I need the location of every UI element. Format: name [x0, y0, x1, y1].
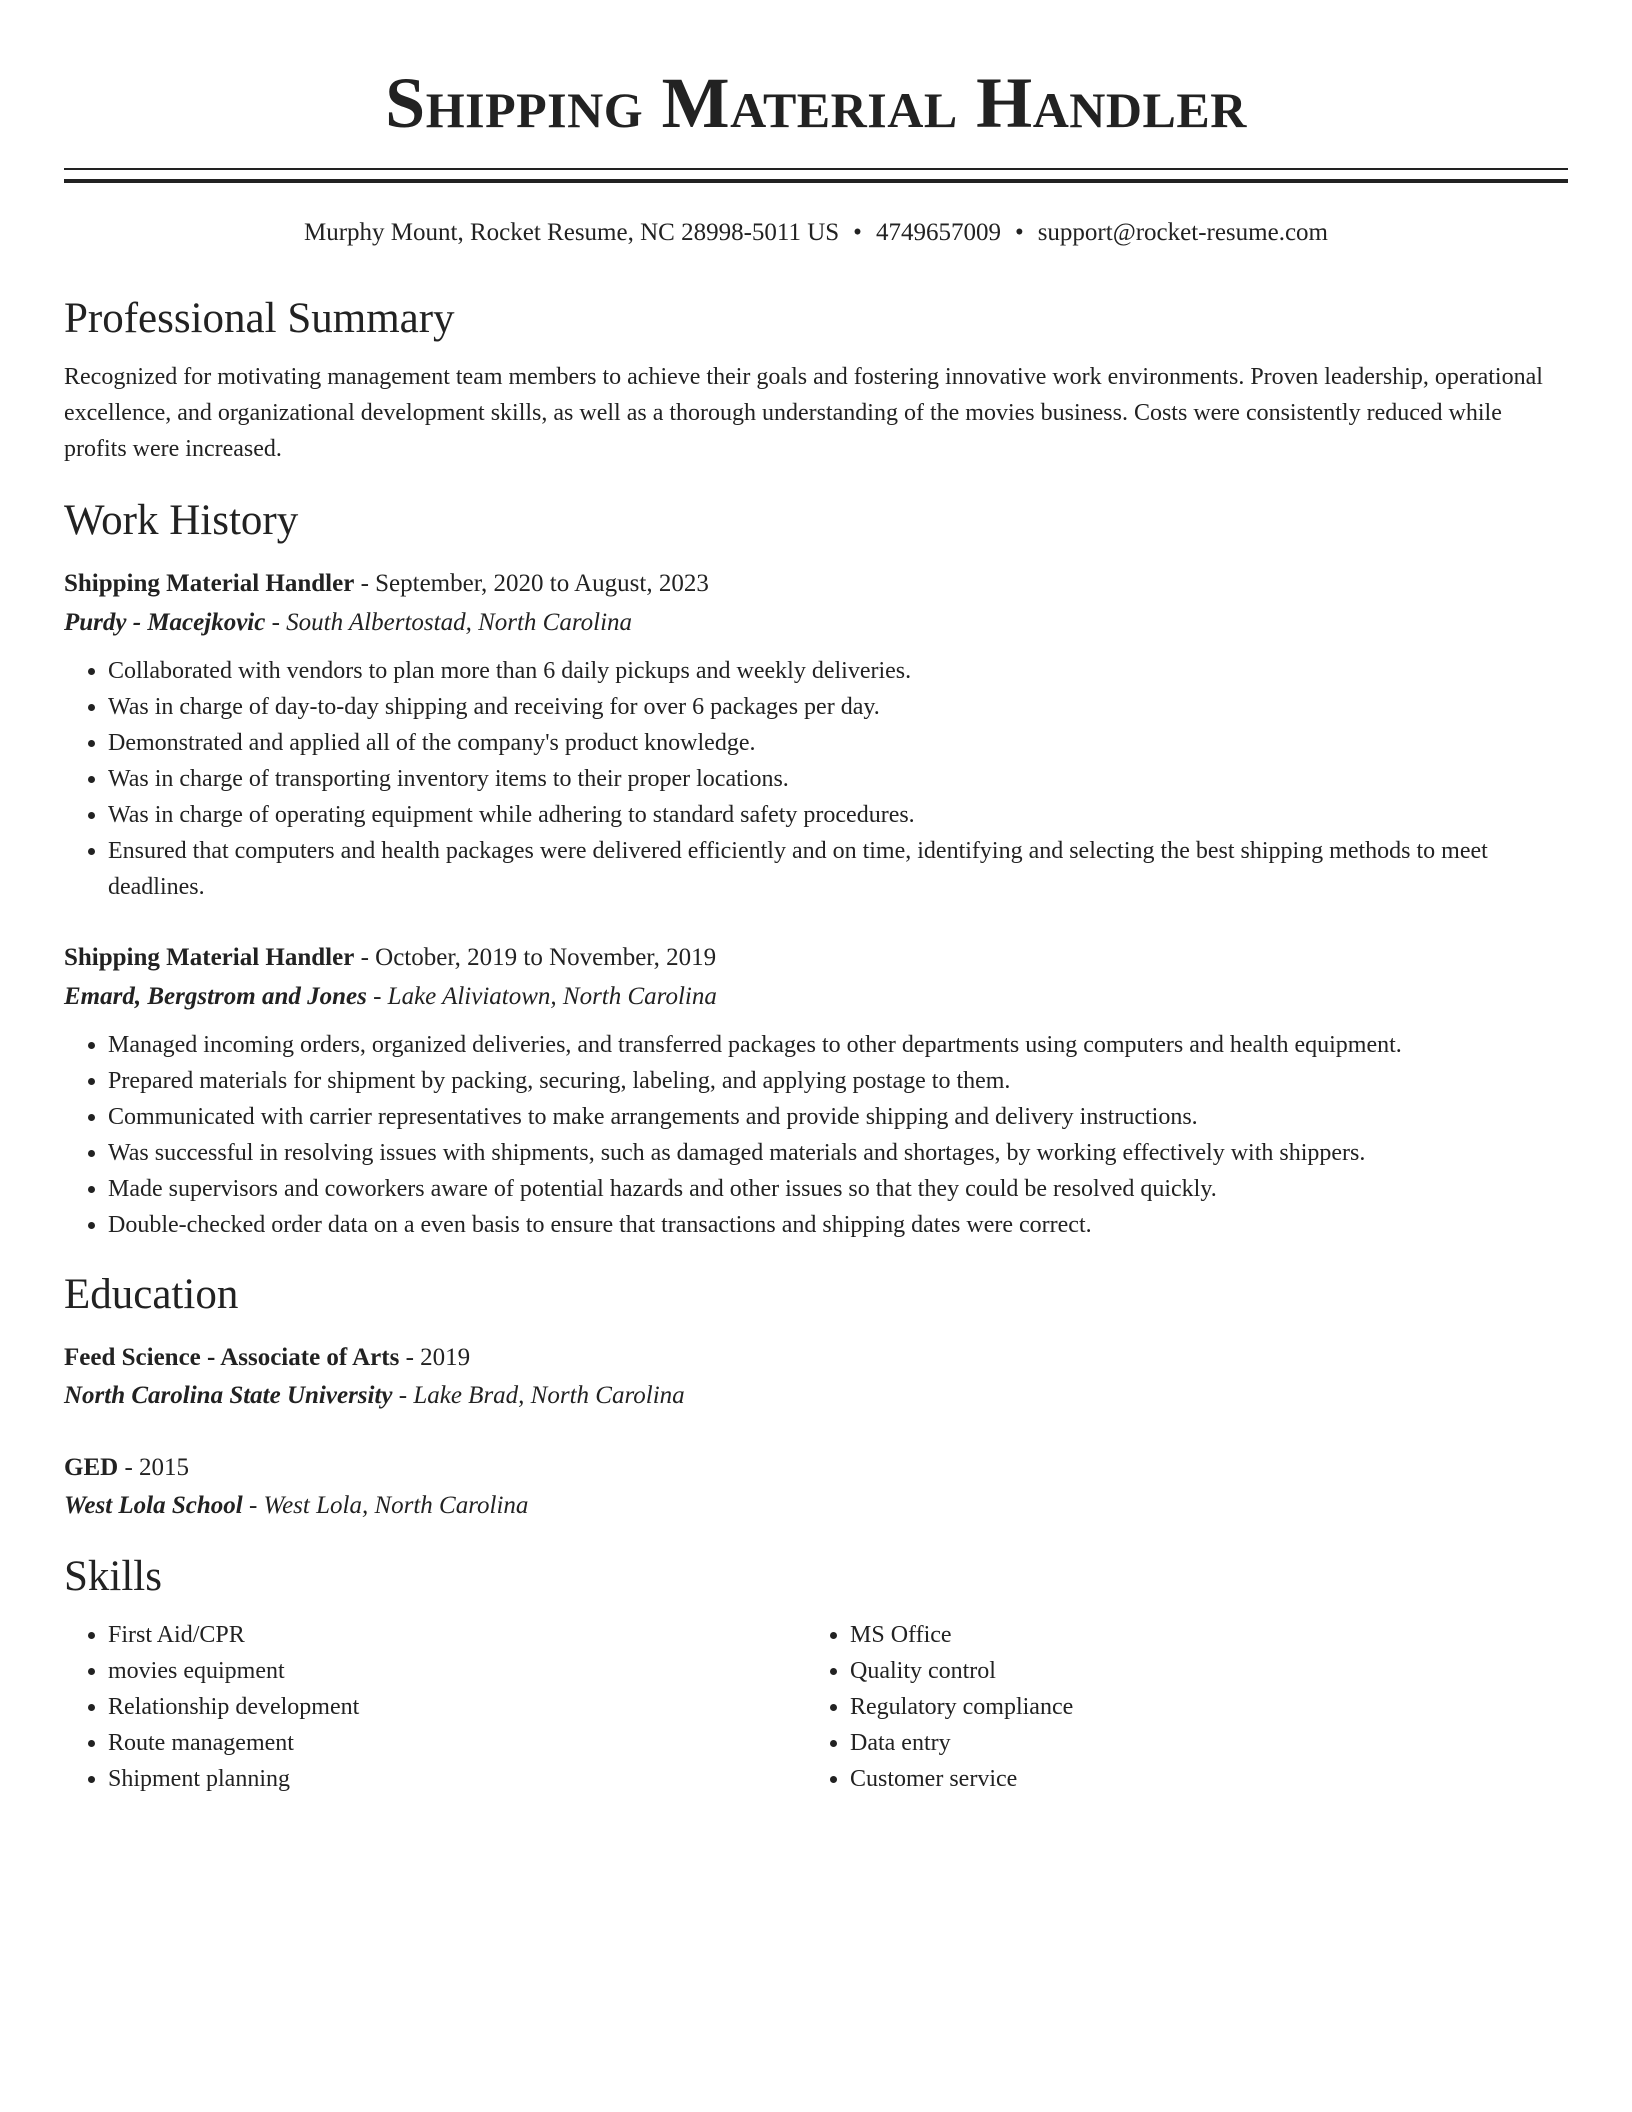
job-company: Emard, Bergstrom and Jones [64, 983, 367, 1010]
list-item: • Managed incoming orders, organized deliveries, and transferred packages to other departments using computers and health equipment. [108, 1027, 1568, 1063]
list-item: • Made supervisors and coworkers aware of potential hazards and other issues so that they could be resolved quickly. [108, 1171, 1568, 1207]
job-location: - South Albertostad, North Carolina [265, 609, 633, 636]
education-degree: Feed Science - Associate of Arts [64, 1344, 400, 1371]
education-year: - 2015 [118, 1454, 190, 1481]
list-item: • Demonstrated and applied all of the company's product knowledge. [108, 725, 1568, 761]
education-school: North Carolina State University [64, 1382, 393, 1409]
skill-item: • Data entry [850, 1725, 1548, 1761]
job-bullets [64, 1027, 1568, 1243]
education-degree: GED [64, 1454, 119, 1481]
education-entry [64, 1339, 1568, 1415]
list-item: • Double-checked order data on a even basis to ensure that transactions and shipping dates were correct. [108, 1207, 1568, 1243]
skills-column-right [806, 1617, 1548, 1797]
list-item: • Was in charge of transporting inventory items to their proper locations. [108, 761, 1568, 797]
skill-item: • Regulatory compliance [850, 1689, 1548, 1725]
education-school: West Lola School [64, 1492, 243, 1519]
contact-line [64, 217, 1568, 249]
job-location: - Lake Aliviatown, North Carolina [366, 983, 717, 1010]
summary-heading: Professional Summary [64, 295, 455, 342]
education-location: - Lake Brad, North Carolina [392, 1382, 685, 1409]
education-degree-line [64, 1449, 1568, 1487]
contact-email: support@rocket-resume.com [1037, 219, 1328, 246]
header-double-rule [64, 168, 1568, 183]
job-dates: - October, 2019 to November, 2019 [354, 944, 717, 971]
education-location: - West Lola, North Carolina [242, 1492, 529, 1519]
list-item: • Was in charge of operating equipment while adhering to standard safety procedures. [108, 797, 1568, 833]
work-history-heading: Work History [64, 497, 299, 544]
job-dates: - September, 2020 to August, 2023 [354, 570, 709, 597]
job-entry [64, 565, 1568, 905]
skill-item: • Shipment planning [108, 1761, 806, 1797]
education-school-line [64, 1487, 1568, 1525]
job-role: Shipping Material Handler [64, 570, 355, 597]
list-item: • Collaborated with vendors to plan more than 6 daily pickups and weekly deliveries. [108, 653, 1568, 689]
skill-item: • Customer service [850, 1761, 1548, 1797]
job-company: Purdy - Macejkovic [64, 609, 266, 636]
skills-grid [64, 1617, 1568, 1797]
education-entry [64, 1449, 1568, 1525]
contact-separator: • [1014, 219, 1024, 246]
summary-text: Recognized for motivating management team members to achieve their goals and fostering innovative work environments. Proven leadership, operational excellence, and organizational development skills, as well as a thorough understanding of the movies business. Costs were consistently reduced while profits were increased. [64, 364, 1543, 462]
resume-name: Shipping Material Handler [385, 63, 1247, 143]
job-title-line [64, 939, 1568, 977]
education-degree-line [64, 1339, 1568, 1377]
job-role: Shipping Material Handler [64, 944, 355, 971]
skill-item: • Quality control [850, 1653, 1548, 1689]
skill-item: • First Aid/CPR [108, 1617, 806, 1653]
skill-item: • movies equipment [108, 1653, 806, 1689]
job-company-line [64, 603, 1568, 643]
list-item: • Communicated with carrier representatives to make arrangements and provide shipping and delivery instructions. [108, 1099, 1568, 1135]
job-entry [64, 939, 1568, 1243]
skill-item: • Route management [108, 1725, 806, 1761]
contact-address: Murphy Mount, Rocket Resume, NC 28998-5011 US [304, 219, 840, 246]
job-bullets [64, 653, 1568, 905]
contact-separator: • [853, 219, 862, 246]
education-year: - 2019 [399, 1344, 471, 1371]
list-item: • Ensured that computers and health packages were delivered efficiently and on time, identifying and selecting the best shipping methods to meet deadlines. [108, 833, 1568, 905]
list-item: • Was successful in resolving issues with shipments, such as damaged materials and shortages, by working effectively with shippers. [108, 1135, 1568, 1171]
skills-column-left [64, 1617, 806, 1797]
job-company-line [64, 977, 1568, 1017]
job-title-line [64, 565, 1568, 603]
list-item: • Prepared materials for shipment by packing, securing, labeling, and applying postage to them. [108, 1063, 1568, 1099]
skills-heading: Skills [64, 1553, 162, 1600]
contact-phone: 4749657009 [875, 219, 1001, 246]
skill-item: • MS Office [850, 1617, 1548, 1653]
education-heading: Education [64, 1271, 239, 1318]
education-school-line [64, 1377, 1568, 1415]
skill-item: • Relationship development [108, 1689, 806, 1725]
list-item: • Was in charge of day-to-day shipping and receiving for over 6 packages per day. [108, 689, 1568, 725]
